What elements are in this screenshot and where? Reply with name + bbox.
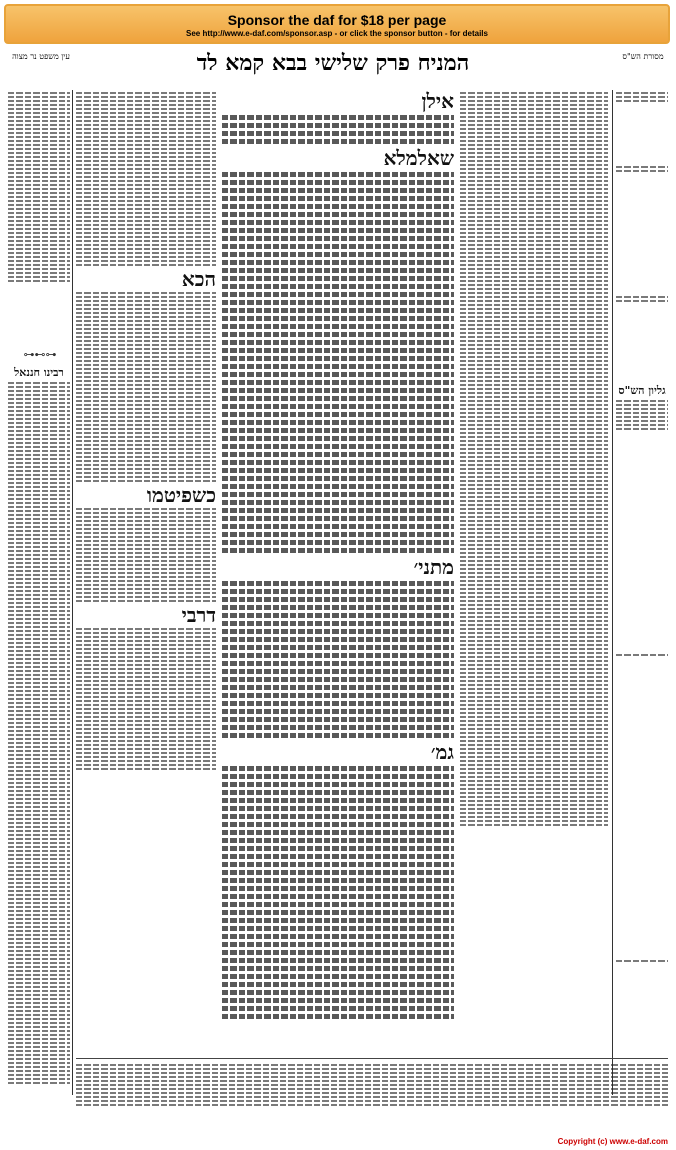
rashi-column — [460, 90, 608, 1095]
sponsor-subtitle: See http://www.e-daf.com/sponsor.asp - or click the sponsor button - for details — [186, 29, 488, 38]
ornament-divider: ⊶⊷⊶ — [23, 348, 57, 361]
copyright-notice: Copyright (c) www.e-daf.com — [557, 1137, 668, 1146]
talmud-page — [8, 48, 668, 1136]
rabbeinu-chananel-heading: רבינו חננאל — [14, 366, 64, 379]
gemara-opening-word: אילן — [421, 90, 454, 113]
rabbeinu-chananel-column — [8, 366, 70, 1096]
masoret-label: מסורת הש"ס — [622, 52, 664, 61]
sponsor-banner[interactable] — [4, 4, 670, 44]
gemara-column — [222, 90, 454, 1095]
mishnah-marker: מתני׳ — [413, 555, 454, 579]
page-header — [8, 48, 668, 88]
ein-mishpat-column — [8, 90, 70, 338]
footnotes-block — [76, 1058, 668, 1138]
column-rule-right — [612, 90, 613, 1095]
sponsor-title: Sponsor the daf for $18 per page — [227, 12, 447, 28]
gemara-marker: גמ׳ — [430, 740, 454, 764]
gilyon-hashas-heading: גליון הש"ס — [618, 384, 666, 397]
ein-mishpat-label: עין משפט נר מצוה — [12, 52, 70, 61]
tosafot-column — [76, 90, 216, 1095]
rashi-word: כשפיטמו — [146, 483, 216, 507]
masoret-column — [616, 90, 668, 1095]
column-rule-left — [72, 90, 73, 1095]
gemara-word-2: שאלמלא — [383, 146, 454, 170]
tosafot-heading-word: הכא — [181, 267, 216, 291]
page-title: המניח פרק שלישי בבא קמא לד — [196, 50, 470, 76]
inner-word: דרבי — [181, 603, 216, 627]
